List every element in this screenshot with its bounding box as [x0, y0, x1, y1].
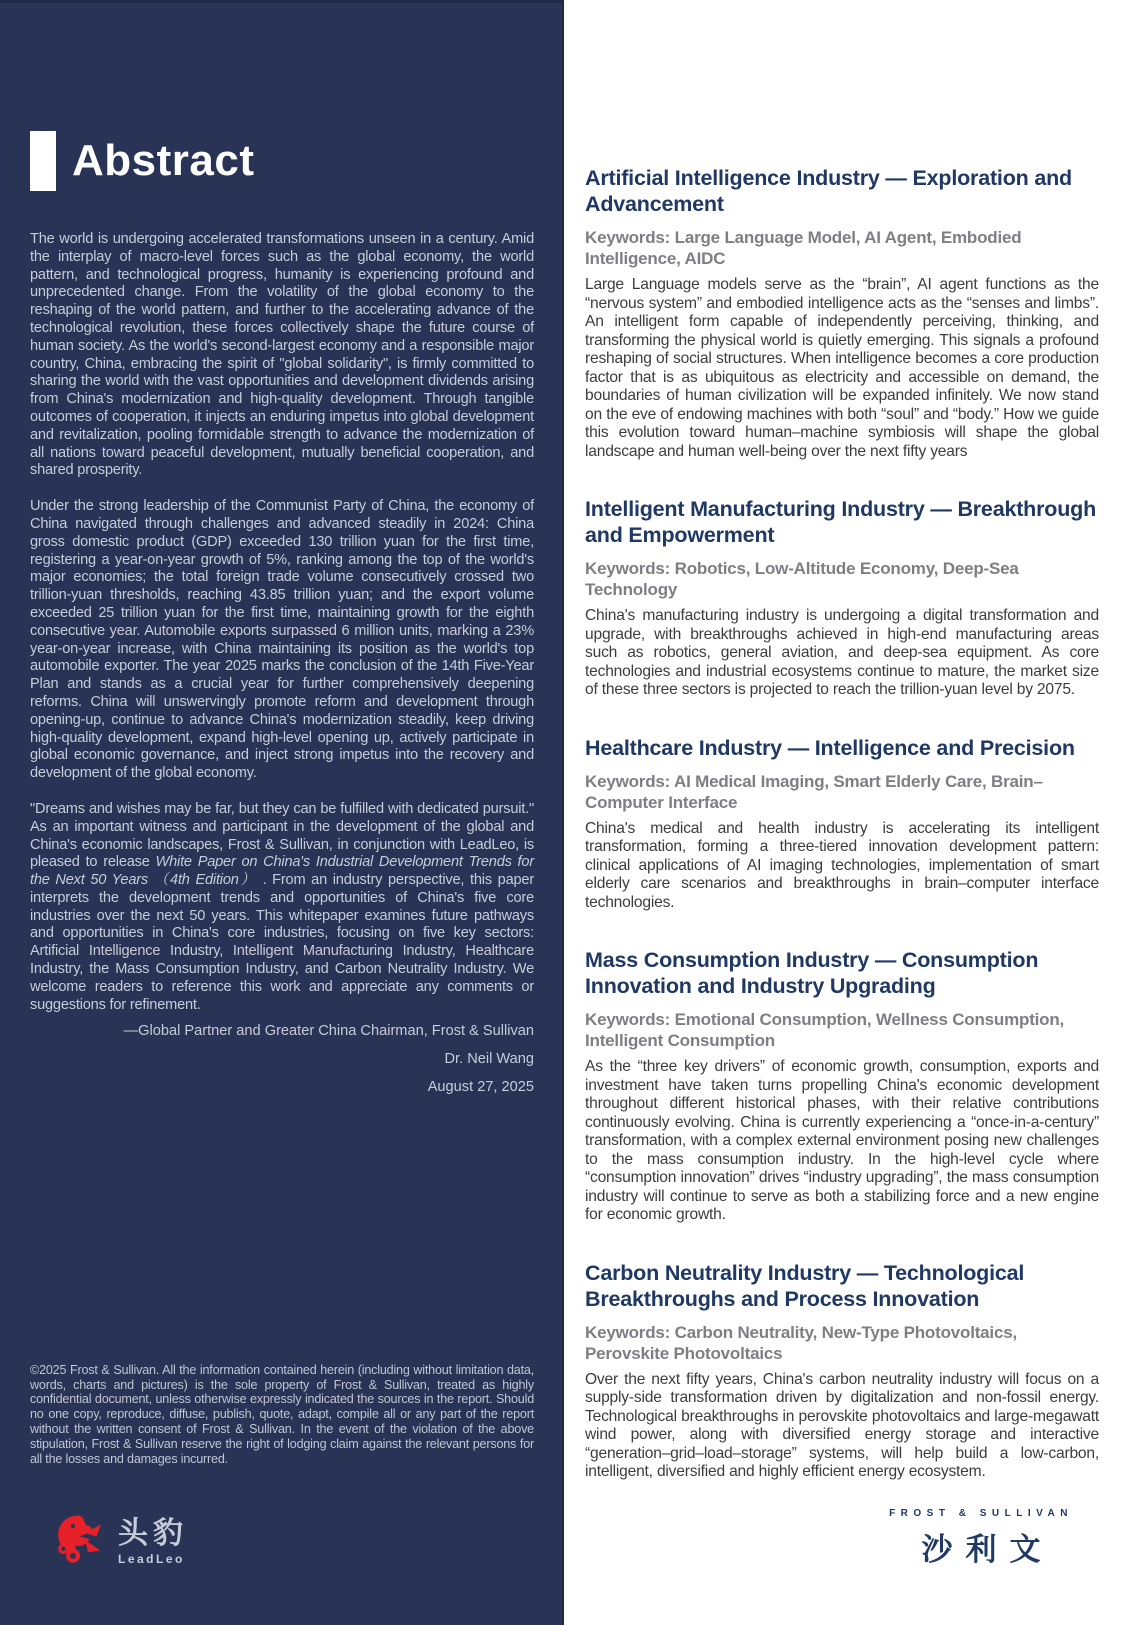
section-keywords: Keywords: Emotional Consumption, Wellness Consumption, Intelligent Consumption — [585, 1010, 1065, 1050]
abstract-paragraph-3 — [30, 801, 534, 1015]
whitepaper-title-italic: White Paper on China's Industrial Development Trends for the Next 50 Years （4th Edition） — [30, 854, 534, 889]
section-body: China's manufacturing industry is undergoing a digital transformation and upgrade, with breakthroughs achieved in high-end manufacturing areas such as robotics, general aviation, and deep-sea equipment. As core technologies and industrial ecosystems continue to mature, the market size of these three sectors is projected to reach the trillion-yuan level by 2075. — [585, 607, 1099, 698]
section-keywords: Keywords: Large Language Model, AI Agent, Embodied Intelligence, AIDC — [585, 228, 1022, 268]
frost-sullivan-english-name: FROST & SULLIVAN — [889, 1508, 1073, 1519]
section-keywords: Keywords: Robotics, Low-Altitude Economy, Deep-Sea Technology — [585, 559, 1019, 599]
section-title: Healthcare Industry — Intelligence and Precision — [585, 735, 1075, 760]
section-title: Intelligent Manufacturing Industry — Breakthrough and Empowerment — [585, 497, 1096, 547]
leadleo-wordmark — [118, 1519, 188, 1566]
copyright-notice: ©2025 Frost & Sullivan. All the information contained herein (including without limitation data, words, charts and pictures) is the sole property of Frost & Sullivan, treated as highly confidential document, unless otherwise expressly indicated the sources in the report. Should no one copy, reproduce, diffuse, publish, quote, adapt, compile all or any part of the report without the written consent of Frost & Sullivan. In the event of the violation of the above stipulation, Frost & Sullivan reserve the right of lodging claim against the relevant persons for all the losses and damages incurred. — [30, 1362, 534, 1467]
section-mass-consumption — [585, 947, 1099, 1225]
leadleo-leopard-icon — [52, 1512, 108, 1573]
frost-sullivan-logo — [889, 1508, 1073, 1569]
section-keywords: Keywords: AI Medical Imaging, Smart Elderly Care, Brain–Computer Interface — [585, 771, 1043, 812]
abstract-paragraph-1: The world is undergoing accelerated transformations unseen in a century. Amid the interplay of macro-level forces such as the global economy, the world pattern, and technological progress, humanity is experiencing profound and unprecedented change. From the volatility of the global economy to the reshaping of the world pattern, and further to the accelerating advance of the technological revolution, these forces collectively shape the future course of human society. As the world's second-largest economy and a responsible major country, China, embracing the spirit of "global solidarity", is firmly committed to sharing the world with the vast opportunities and development dividends arising from China's modernization and high-quality development. Through tangible outcomes of cooperation, it injects an enduring impetus into global development and revitalization, pooling formidable strength to advance the modernization of all nations toward peaceful development, mutually beneficial cooperation, and shared prosperity. — [30, 231, 534, 479]
section-carbon-neutrality — [585, 1260, 1099, 1482]
signature-role: —Global Partner and Greater China Chairman, Frost & Sullivan — [123, 1023, 534, 1040]
paragraph-3-lead: "Dreams and wishes may be far, but they can be fulfilled with dedicated pursuit." As an important witness and participant in the development of the global and China's economic landscapes, Frost & Sullivan, in conjunction with LeadLeo, is pleased to release — [30, 800, 534, 871]
abstract-header — [30, 131, 534, 191]
section-title: Mass Consumption Industry — Consumption Innovation and Industry Upgrading — [585, 948, 1039, 998]
section-body: Large Language models serve as the “brain”, AI agent functions as the “nervous system” and embodied intelligence acts as the “senses and limbs”. An intelligent form capable of independently perceiving, thinking, and transforming the physical world is quietly emerging. This signals a profound reshaping of social structures. When intelligence becomes a core production factor that is as ubiquitous as electricity and accessible on demand, the boundaries of human civilization will be expanded infinitely. We now stand on the eve of endowing machines with both “soul” and “body.” How we guide this evolution toward human–machine symbiosis will shape the global landscape and human well-being over the next fifty years — [585, 276, 1099, 460]
section-intelligent-manufacturing — [585, 496, 1099, 700]
section-keywords: Keywords: Carbon Neutrality, New-Type Photovoltaics, Perovskite Photovoltaics — [585, 1322, 1017, 1363]
page-title: Abstract — [72, 136, 255, 185]
abstract-paragraph-2: Under the strong leadership of the Communist Party of China, the economy of China navigated through challenges and advanced steadily in 2024: China gross domestic product (GDP) exceeded 130 trillion yuan for the first time, registering a year-on-year growth of 5%, ranking among the top of the world's major economies; the total foreign trade volume consecutively crossed two trillion-yuan thresholds, reaching 43.85 trillion yuan; and the export volume exceeded 25 trillion yuan for the first time, maintaining growth for the eighth consecutive year. Automobile exports surpassed 6 million units, marking a 23% year-on-year increase, with China maintaining its position as the world's top automobile exporter. The year 2025 marks the conclusion of the 14th Five-Year Plan and stands as a crucial year for further comprehensively deepening reforms. China will unswervingly promote reform and development through opening-up, continue to advance China's modernization steadily, keep driving high-quality development, expand high-level opening up, actively participate in global economic governance, and inject strong impetus into the recovery and development of the global economy. — [30, 498, 534, 782]
section-healthcare — [585, 735, 1099, 913]
leadleo-logo — [52, 1512, 188, 1573]
industry-sections-panel — [564, 0, 1125, 1625]
section-title: Artificial Intelligence Industry — Exploration and Advancement — [585, 166, 1072, 216]
section-title: Carbon Neutrality Industry — Technological Breakthroughs and Process Innovation — [585, 1260, 1025, 1311]
signature-date: August 27, 2025 — [427, 1079, 534, 1096]
section-body: Over the next fifty years, China's carbon neutrality industry will focus on a supply-side transformation driven by digitalization and non-fossil energy. Technological breakthroughs in perovskite photovoltaics and large-megawatt wind power, along with diversified energy storage and interactive “generation–grid–load–storage” systems, will help build a low-carbon, intelligent, diversified and highly efficient energy ecosystem. — [585, 1370, 1099, 1480]
title-accent-bar — [30, 131, 56, 191]
section-artificial-intelligence — [585, 165, 1099, 461]
frost-sullivan-chinese-name: 沙利文 — [921, 1532, 1054, 1567]
leadleo-english-name: LeadLeo — [118, 1552, 185, 1566]
paragraph-3-tail: . From an industry perspective, this paper interprets the development trends and opportunities of China's five core industries over the next 50 years. This whitepaper examines future pathways and opportunities in China's core industries, focusing on five key sectors: Artificial Intelligence Industry, Intelligent Manufacturing Industry, Healthcare Industry, the Mass Consumption Industry, and Carbon Neutrality Industry. We welcome readers to reference this work and appreciate any comments or suggestions for refinement. — [30, 872, 534, 1013]
section-body: As the “three key drivers” of economic growth, consumption, exports and investment have taken turns propelling China's economic development throughout different historical phases, with their relative contributions continuously evolving. China is currently experiencing a “once-in-a-century” transformation, with a complex external environment posing new challenges to the mass consumption industry. In the high-level cycle where “consumption innovation” drives “industry upgrading”, the mass consumption industry will continue to serve as both a stabilizing force and a new engine for economic growth. — [585, 1058, 1099, 1223]
leadleo-chinese-name: 头豹 — [118, 1517, 188, 1550]
section-body: China's medical and health industry is accelerating its intelligent transformation, forming a three-tiered innovation development pattern: clinical applications of AI imaging technologies, implementation of smart elderly care scenarios and breakthroughs in brain–computer interface technologies. — [585, 819, 1099, 911]
signature-name: Dr. Neil Wang — [444, 1051, 534, 1068]
